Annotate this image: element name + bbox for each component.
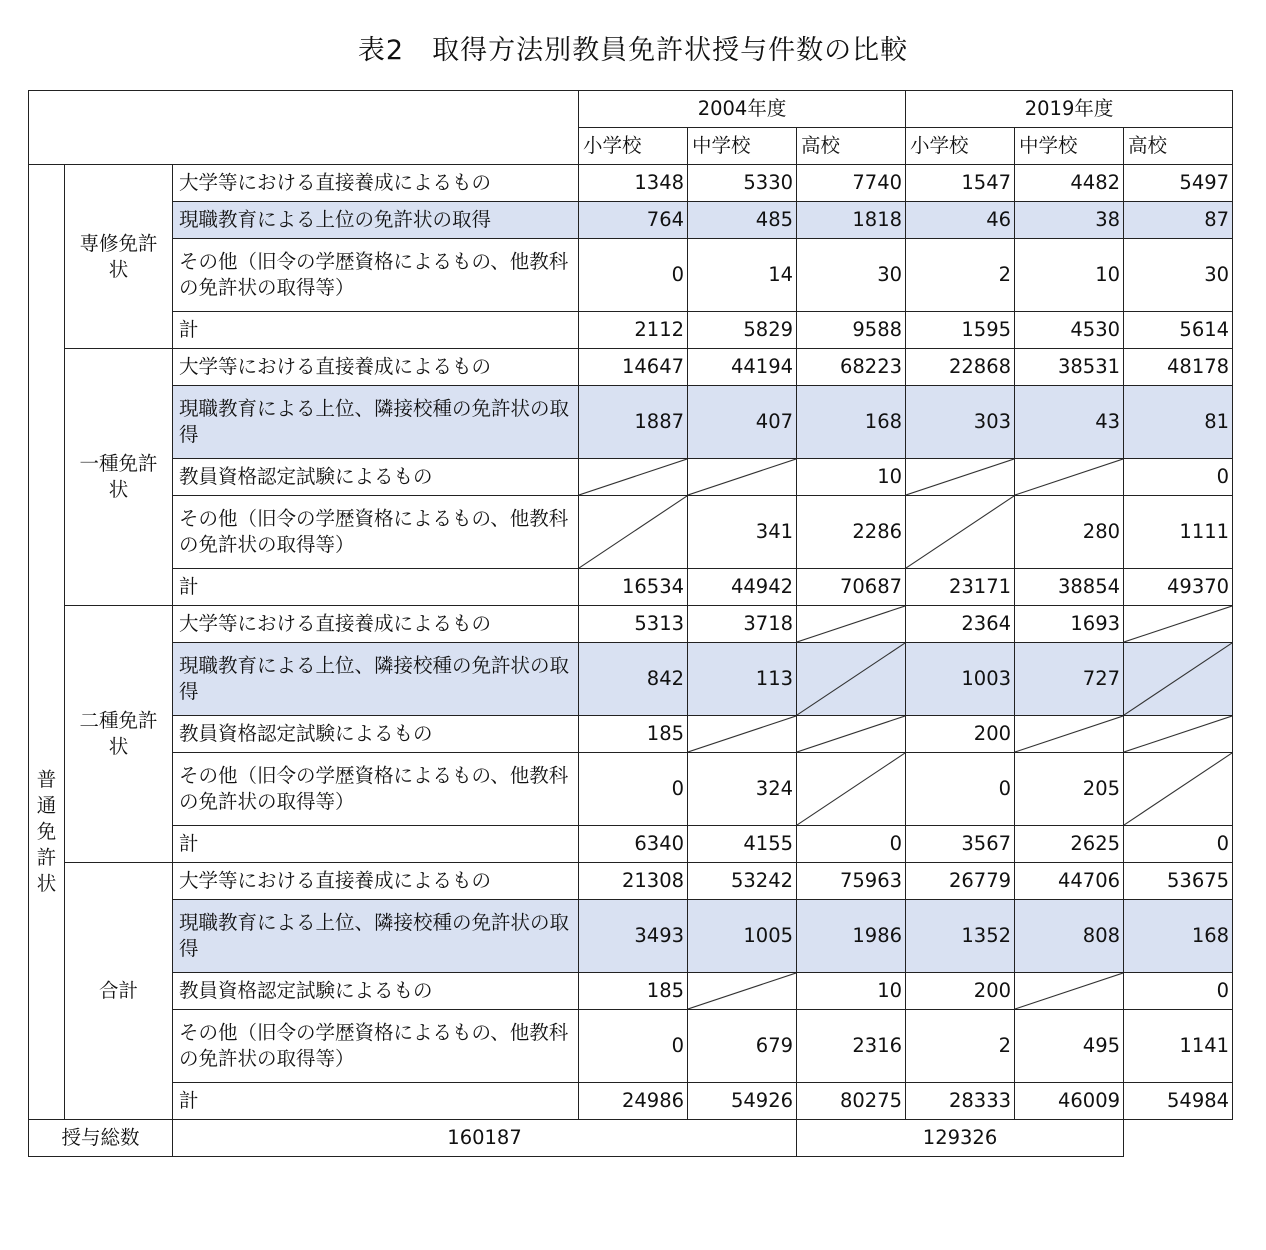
value-cell: 10 <box>1015 239 1124 312</box>
category-cell: 一種免許 状 <box>65 349 173 606</box>
value-cell: 38531 <box>1015 349 1124 386</box>
value-cell: 2 <box>906 239 1015 312</box>
value-cell: 0 <box>579 1010 688 1083</box>
value-cell: 14 <box>688 239 797 312</box>
value-cell: 30 <box>1124 239 1233 312</box>
grand-total-value: 129326 <box>797 1120 1124 1157</box>
value-cell: 1003 <box>906 643 1015 716</box>
year-header: 2019年度 <box>906 91 1233 128</box>
table-row <box>29 569 1233 606</box>
value-cell: 280 <box>1015 496 1124 569</box>
not-applicable-slash <box>579 496 687 568</box>
value-cell: 185 <box>579 973 688 1010</box>
value-cell: 1005 <box>688 900 797 973</box>
value-cell: 21308 <box>579 863 688 900</box>
row-label: 現職教育による上位の免許状の取得 <box>173 202 579 239</box>
value-cell: 764 <box>579 202 688 239</box>
not-applicable-slash <box>688 973 796 1009</box>
school-header: 高校 <box>797 128 906 165</box>
not-applicable-slash <box>797 753 905 825</box>
table-title: 表2 取得方法別教員免許状授与件数の比較 <box>357 35 909 66</box>
value-cell: 54926 <box>688 1083 797 1120</box>
empty-cell <box>797 606 906 643</box>
value-cell: 30 <box>797 239 906 312</box>
value-cell: 1547 <box>906 165 1015 202</box>
row-label: 教員資格認定試験によるもの <box>173 716 579 753</box>
value-cell: 0 <box>797 826 906 863</box>
not-applicable-slash <box>906 496 1014 568</box>
value-cell: 1111 <box>1124 496 1233 569</box>
row-label: その他（旧令の学歴資格によるもの、他教科の免許状の取得等） <box>173 1010 579 1083</box>
table-row <box>29 312 1233 349</box>
table-row <box>29 863 1233 900</box>
value-cell: 168 <box>797 386 906 459</box>
not-applicable-slash <box>579 459 687 495</box>
value-cell: 0 <box>906 753 1015 826</box>
table-row <box>29 239 1233 312</box>
empty-cell <box>797 716 906 753</box>
value-cell: 46 <box>906 202 1015 239</box>
value-cell: 0 <box>579 239 688 312</box>
value-cell: 14647 <box>579 349 688 386</box>
value-cell: 9588 <box>797 312 906 349</box>
row-label: 計 <box>173 312 579 349</box>
value-cell: 5829 <box>688 312 797 349</box>
row-label: 大学等における直接養成によるもの <box>173 863 579 900</box>
row-label: その他（旧令の学歴資格によるもの、他教科の免許状の取得等） <box>173 239 579 312</box>
value-cell: 81 <box>1124 386 1233 459</box>
value-cell: 68223 <box>797 349 906 386</box>
value-cell: 324 <box>688 753 797 826</box>
row-label: 大学等における直接養成によるもの <box>173 165 579 202</box>
table-row <box>29 165 1233 202</box>
value-cell: 1348 <box>579 165 688 202</box>
table-row <box>29 826 1233 863</box>
value-cell: 26779 <box>906 863 1015 900</box>
value-cell: 727 <box>1015 643 1124 716</box>
value-cell: 842 <box>579 643 688 716</box>
not-applicable-slash <box>797 716 905 752</box>
empty-cell <box>1015 973 1124 1010</box>
not-applicable-slash <box>1015 973 1123 1009</box>
value-cell: 1352 <box>906 900 1015 973</box>
value-cell: 80275 <box>797 1083 906 1120</box>
value-cell: 303 <box>906 386 1015 459</box>
not-applicable-slash <box>797 643 905 715</box>
value-cell: 185 <box>579 716 688 753</box>
not-applicable-slash <box>1015 716 1123 752</box>
value-cell: 22868 <box>906 349 1015 386</box>
value-cell: 2112 <box>579 312 688 349</box>
row-label: 現職教育による上位、隣接校種の免許状の取得 <box>173 386 579 459</box>
value-cell: 1693 <box>1015 606 1124 643</box>
license-comparison-table <box>28 90 1233 1157</box>
not-applicable-slash <box>1015 459 1123 495</box>
value-cell: 0 <box>1124 973 1233 1010</box>
value-cell: 485 <box>688 202 797 239</box>
row-label: 現職教育による上位、隣接校種の免許状の取得 <box>173 643 579 716</box>
row-label: その他（旧令の学歴資格によるもの、他教科の免許状の取得等） <box>173 496 579 569</box>
row-label: 計 <box>173 569 579 606</box>
value-cell: 44194 <box>688 349 797 386</box>
value-cell: 5614 <box>1124 312 1233 349</box>
category-cell: 二種免許 状 <box>65 606 173 863</box>
value-cell: 200 <box>906 716 1015 753</box>
row-label: 大学等における直接養成によるもの <box>173 606 579 643</box>
value-cell: 10 <box>797 459 906 496</box>
value-cell: 38854 <box>1015 569 1124 606</box>
grand-total-value: 160187 <box>173 1120 797 1157</box>
value-cell: 87 <box>1124 202 1233 239</box>
row-label: 教員資格認定試験によるもの <box>173 459 579 496</box>
value-cell: 4155 <box>688 826 797 863</box>
not-applicable-slash <box>797 606 905 642</box>
grand-total-label: 授与総数 <box>29 1120 173 1157</box>
empty-cell <box>688 716 797 753</box>
empty-cell <box>1124 643 1233 716</box>
value-cell: 44942 <box>688 569 797 606</box>
table-row <box>29 716 1233 753</box>
value-cell: 341 <box>688 496 797 569</box>
value-cell: 2286 <box>797 496 906 569</box>
row-label: 計 <box>173 1083 579 1120</box>
value-cell: 48178 <box>1124 349 1233 386</box>
value-cell: 5313 <box>579 606 688 643</box>
value-cell: 4530 <box>1015 312 1124 349</box>
value-cell: 44706 <box>1015 863 1124 900</box>
value-cell: 4482 <box>1015 165 1124 202</box>
row-label: 大学等における直接養成によるもの <box>173 349 579 386</box>
empty-cell <box>797 753 906 826</box>
empty-cell <box>1124 716 1233 753</box>
value-cell: 1986 <box>797 900 906 973</box>
value-cell: 38 <box>1015 202 1124 239</box>
value-cell: 2364 <box>906 606 1015 643</box>
value-cell: 1595 <box>906 312 1015 349</box>
value-cell: 43 <box>1015 386 1124 459</box>
value-cell: 7740 <box>797 165 906 202</box>
value-cell: 1141 <box>1124 1010 1233 1083</box>
value-cell: 808 <box>1015 900 1124 973</box>
value-cell: 3567 <box>906 826 1015 863</box>
value-cell: 28333 <box>906 1083 1015 1120</box>
value-cell: 205 <box>1015 753 1124 826</box>
empty-cell <box>579 459 688 496</box>
row-label: 計 <box>173 826 579 863</box>
row-label: その他（旧令の学歴資格によるもの、他教科の免許状の取得等） <box>173 753 579 826</box>
table-row <box>29 386 1233 459</box>
empty-cell <box>1015 716 1124 753</box>
empty-cell <box>906 496 1015 569</box>
main-category-cell: 普 通 免 許 状 <box>29 165 65 1120</box>
empty-cell <box>797 643 906 716</box>
value-cell: 53675 <box>1124 863 1233 900</box>
empty-cell <box>1124 753 1233 826</box>
category-cell: 専修免許 状 <box>65 165 173 349</box>
value-cell: 679 <box>688 1010 797 1083</box>
value-cell: 54984 <box>1124 1083 1233 1120</box>
value-cell: 5497 <box>1124 165 1233 202</box>
not-applicable-slash <box>1124 643 1232 715</box>
value-cell: 200 <box>906 973 1015 1010</box>
not-applicable-slash <box>688 716 796 752</box>
value-cell: 3718 <box>688 606 797 643</box>
school-header: 中学校 <box>688 128 797 165</box>
value-cell: 16534 <box>579 569 688 606</box>
school-header: 中学校 <box>1015 128 1124 165</box>
value-cell: 3493 <box>579 900 688 973</box>
empty-cell <box>579 496 688 569</box>
not-applicable-slash <box>906 459 1014 495</box>
not-applicable-slash <box>1124 716 1232 752</box>
table-row <box>29 753 1233 826</box>
year-header: 2004年度 <box>579 91 906 128</box>
grand-total-row <box>29 1120 1233 1157</box>
empty-cell <box>688 973 797 1010</box>
value-cell: 168 <box>1124 900 1233 973</box>
not-applicable-slash <box>1124 753 1232 825</box>
table-row <box>29 496 1233 569</box>
empty-cell <box>688 459 797 496</box>
value-cell: 407 <box>688 386 797 459</box>
value-cell: 24986 <box>579 1083 688 1120</box>
table-row <box>29 459 1233 496</box>
value-cell: 2316 <box>797 1010 906 1083</box>
value-cell: 495 <box>1015 1010 1124 1083</box>
table-row <box>29 349 1233 386</box>
value-cell: 10 <box>797 973 906 1010</box>
value-cell: 70687 <box>797 569 906 606</box>
empty-cell <box>1124 606 1233 643</box>
table-row <box>29 900 1233 973</box>
value-cell: 75963 <box>797 863 906 900</box>
value-cell: 53242 <box>688 863 797 900</box>
value-cell: 2 <box>906 1010 1015 1083</box>
row-label: 教員資格認定試験によるもの <box>173 973 579 1010</box>
school-header: 高校 <box>1124 128 1233 165</box>
table-row <box>29 973 1233 1010</box>
table-row <box>29 1010 1233 1083</box>
value-cell: 6340 <box>579 826 688 863</box>
value-cell: 23171 <box>906 569 1015 606</box>
value-cell: 46009 <box>1015 1083 1124 1120</box>
header-blank-cell <box>29 91 579 165</box>
empty-cell <box>906 459 1015 496</box>
value-cell: 49370 <box>1124 569 1233 606</box>
not-applicable-slash <box>1124 606 1232 642</box>
value-cell: 1887 <box>579 386 688 459</box>
row-label: 現職教育による上位、隣接校種の免許状の取得 <box>173 900 579 973</box>
table-row <box>29 643 1233 716</box>
value-cell: 0 <box>579 753 688 826</box>
value-cell: 113 <box>688 643 797 716</box>
value-cell: 2625 <box>1015 826 1124 863</box>
table-row <box>29 606 1233 643</box>
value-cell: 0 <box>1124 459 1233 496</box>
not-applicable-slash <box>688 459 796 495</box>
school-header: 小学校 <box>579 128 688 165</box>
table-row <box>29 202 1233 239</box>
value-cell: 1818 <box>797 202 906 239</box>
table-row <box>29 1083 1233 1120</box>
school-header: 小学校 <box>906 128 1015 165</box>
value-cell: 0 <box>1124 826 1233 863</box>
value-cell: 5330 <box>688 165 797 202</box>
category-cell: 合計 <box>65 863 173 1120</box>
empty-cell <box>1015 459 1124 496</box>
